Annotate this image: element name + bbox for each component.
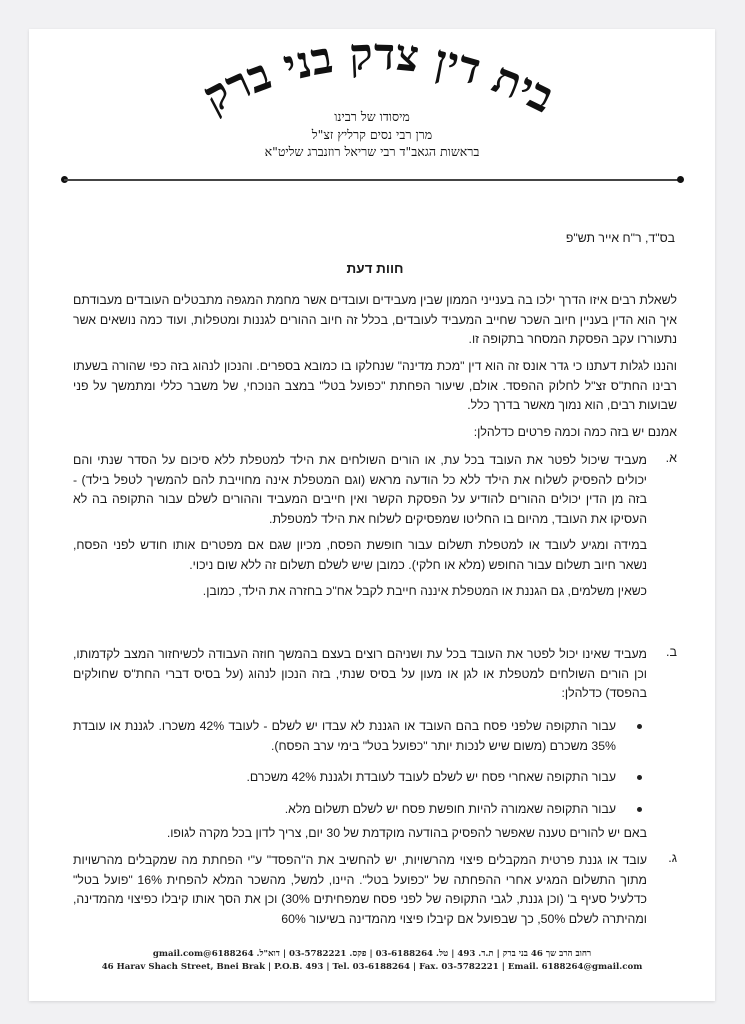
- header-divider: [64, 179, 680, 181]
- list-marker: ג.: [668, 851, 677, 865]
- item-b-note: באם יש להורים טענה שאפשר להפסיק בהודעה מוקדמת של 30 יום, צריך לדון בכל מקרה לגופו.: [166, 826, 647, 840]
- intro-paragraph: לשאלת רבים איזו הדרך ילכו בה בענייני הממון שבין מעבידים ועובדים אשר מחמת המגפה מתבטלים העובדים מעבודתם איך הוא הדין בעניין חיוב השכר שחייב המעביד לעובדים, בכלל זה חיוב ההורים לגננות ומטפלות, ועוד כמה נושאים אשר נתעוררו עקב הפסקת המסחר בתקופה זו.: [73, 293, 677, 346]
- list-item-b: [73, 645, 677, 711]
- details-lead-paragraph: אמנם יש בזה כמה וכמה פרטים כדלהלן:: [473, 425, 677, 439]
- bullet-text: עבור התקופה שאמורה להיות חופשת פסח יש לשלם תשלום מלא.: [284, 801, 616, 816]
- bullet-item: [73, 717, 648, 756]
- head-line: בראשות הגאב"ד רבי שריאל רוזנברג שליט"א: [264, 144, 480, 159]
- list-marker: א.: [665, 451, 677, 465]
- list-item-c: [73, 851, 677, 936]
- founded-by-line: מיסודו של רבינו: [334, 109, 410, 124]
- bullet-icon: [637, 807, 642, 812]
- item-a-paragraph: במידה ומגיע לעובד או למטפלת תשלום עבור חופשת הפסח, מכיון שגם אם מפטרים אותו חודש לפני הפסח, נשאר חיוב תשלום עבור החופש (מלא או חלקי). כמובן שיש לשלם תשלום זה ללא שום ניכוי.: [73, 538, 647, 572]
- footer-address-hebrew: רחוב הרב שך 46 בני ברק | ת.ד. 493 | טל. 03-6188264 | פקס. 03-5782221 | דוא"ל. 6188264@gmail.com: [152, 949, 592, 959]
- document-title: חוות דעת: [346, 261, 404, 276]
- bullet-item: [73, 800, 648, 820]
- document-page: [29, 29, 715, 1001]
- opinion-paragraph: והננו לגלות דעתנו כי גדר אונס זה הוא דין "מכת מדינה" שנחלקו בו כמובא בספרים. והנכון לנהוג בזה כפי שהורה בשעתו רבינו החת"ס זצ"ל לחלוק ההפסד. אולם, שיעור הפחתת "כפועל בטל" במצב הנוכחי, של משבר כללי ומתמשך על פני שבועות רבים, הוא נמוך מאשר בדרך כלל.: [73, 359, 677, 412]
- bullet-text: עבור התקופה שלפני פסח בהם העובד או הגננת לא עבדו יש לשלם - לעובד 42% משכרו. לגננת או עובדת 35% משכרם (משום שיש לנכות יותר "כפועל בטל" בימי ערב הפסח).: [73, 719, 616, 753]
- court-name: בית דין צדק בני ברק: [194, 29, 562, 124]
- bullet-icon: [637, 724, 642, 729]
- bullet-text: עבור התקופה שאחרי פסח יש לשלם לעובד לעובדת ולגננת 42% משכרם.: [246, 770, 616, 784]
- footer-address-english: 46 Harav Shach Street, Bnei Brak | P.O.B. 493 | Tel. 03-6188264 | Fax. 03-5782221 | Email. 6188264@gmail.com: [101, 962, 643, 972]
- item-b-bullet-list: [73, 717, 648, 831]
- founder-line: מרן רבי נסים קרליץ זצ"ל: [311, 127, 433, 142]
- list-marker: ב.: [666, 645, 677, 659]
- date-line: בס"ד, ר"ח אייר תש"פ: [565, 231, 675, 245]
- item-c-paragraph: עובד או גננת פרטית המקבלים פיצוי מהרשויות, יש להחשיב את ה"הפסד" ע"י הפחתת מה שמקבלים מהרשויות מתוך התשלום המגיע אחרי ההפחתה של "כפועל בטל". היינו, למשל, מהשכר המלא להפחית 16% "פועל בטל" כדלעיל סעיף ב' (וכן גננת, לגבי התקופה של לפני פסח שמפחיתים 30%) וכן את הסך אותו קיבלו כפיצוי מהמדינה, ומהיתרה לשלם 50%, כך שבפועל אם קיבלו פיצוי מהמדינה בשיעור 60%: [73, 853, 648, 926]
- bullet-item: [73, 768, 648, 788]
- bullet-icon: [637, 775, 642, 780]
- item-b-paragraph: מעביד שאינו יכול לפטר את העובד בכל עת ושניהם רוצים בעצם בהמשך חוזה העבודה לכשיחזור המצב לקדמותו, וכן הורים השולחים למטפלת או לגן או מעון על בסיס שנתי, בזה הנכון לנהוג (על בסיס דברי החת"ס שחולקים בהפסד) כדלהלן:: [73, 647, 647, 700]
- rule-end-dot: [677, 176, 684, 183]
- item-a-paragraph: מעביד שיכול לפטר את העובד בכל עת, או הורים השולחים את הילד למטפלת ללא סיכום על הסדר שנתי והם יכולים להפסיק לשלוח את הילד ללא כל הודעה מראש (וגם המטפלת אינה מחוייבת להם להמשיך לטפל בילד) - בזה מן הדין יכולים ההורים להודיע על הפסקת הקשר ואין חייבים המעביד וההורים לשלם עבור התקופה בה לא העסיקו את העובד, מהיום בו החליטו שמפסיקים לשלוח את הילד למטפלת.: [73, 453, 647, 526]
- list-item-a: [73, 451, 677, 609]
- item-a-paragraph: כשאין משלמים, גם הגננת או המטפלת איננה חייבת לקבל אח"כ בחזרה את הילד, כמובן.: [202, 584, 647, 598]
